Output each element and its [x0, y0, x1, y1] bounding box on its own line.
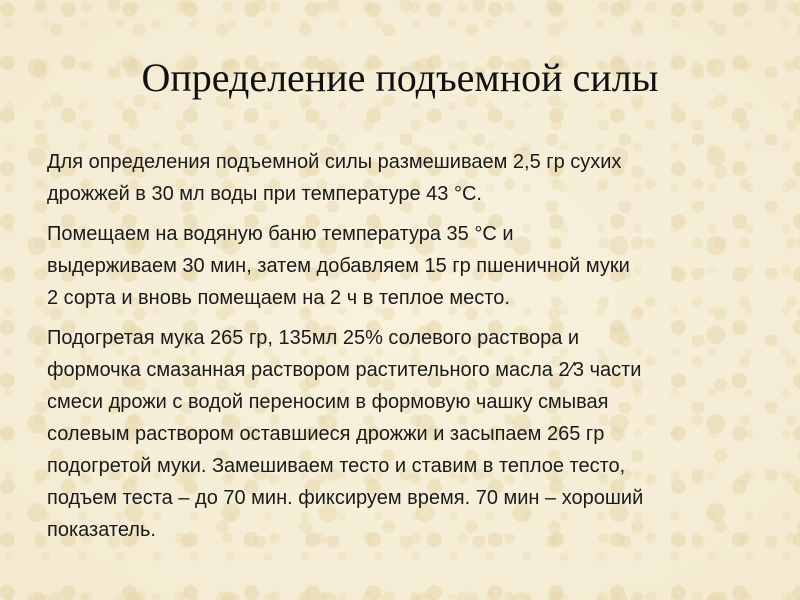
paragraph-dissolve-yeast: Для определения подъемной силы размешиваем 2,5 гр сухих дрожжей в 30 мл воды при температуре 43 °С. — [47, 151, 622, 205]
slide-body — [47, 146, 767, 554]
paragraph-dough-test: Подогретая мука 265 гр, 135мл 25% солевого раствора и формочка смазанная раствором растительного масла 2⁄3 части смеси дрожи с водой переносим в формовую чашку смывая солевым раствором оставшиеся дрожжи и засыпаем 265 гр подогретой муки. Замешиваем тесто и ставим в теплое тесто, подъем теста – до 70 мин. фиксируем время. 70 мин – хороший показатель. — [47, 327, 644, 541]
paragraph-water-bath: Помещаем на водяную баню температура 35 °С и выдерживаем 30 мин, затем добавляем 15 гр пшеничной муки 2 сорта и вновь помещаем на 2 ч в теплое место. — [47, 223, 630, 309]
slide-title: Определение подъемной силы — [141, 55, 659, 100]
